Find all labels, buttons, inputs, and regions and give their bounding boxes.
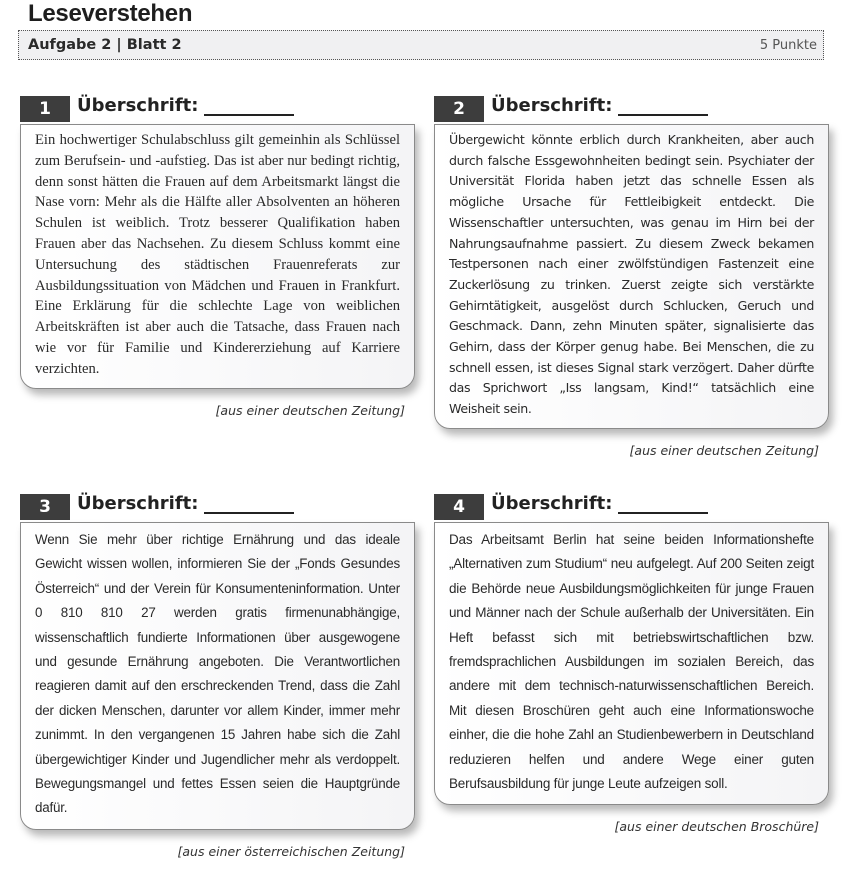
- heading-field[interactable]: [77, 493, 294, 514]
- text-section-4: [434, 490, 829, 834]
- section-header: [20, 92, 415, 122]
- section-header: [434, 490, 829, 520]
- heading-blank-line[interactable]: [618, 494, 708, 514]
- section-number: 4: [434, 494, 484, 520]
- heading-blank-line[interactable]: [204, 96, 294, 116]
- section-number: 1: [20, 96, 70, 122]
- text-section-2: [434, 92, 829, 458]
- text-box: [20, 124, 415, 389]
- text-body: Übergewicht könnte erblich durch Krankheiten, aber auch durch falsche Essgewohnheiten bedingt sein. Psychiater der Universität Florida haben jetzt das schnelle Essen als mögliche Ursache für Fettleibigkeit entdeckt. Die Wissenschaftler untersuchten, was genau im Hirn bei der Nahrungsaufnahme passiert. Zu diesem Zweck bekamen Testpersonen nach einer zwölfstündigen Fastenzeit eine Zuckerlösung zu trinken. Zuerst zeigte sich verstärkte Gehirntätigkeit, ausgelöst durch Schlucken, Geruch und Geschmack. Dann, zehn Minuten später, signalisierte das Gehirn, dass der Körper genug habe. Bei Menschen, die zu schnell essen, ist dieses Signal stark verzögert. Daher dürfte das Sprichwort „Iss langsam, Kind!“ tatsächlich eine Weisheit sein.: [449, 132, 814, 417]
- section-header: [434, 92, 829, 122]
- section-number: 2: [434, 96, 484, 122]
- heading-label: Überschrift:: [491, 493, 613, 514]
- text-section-3: [20, 490, 415, 859]
- text-body: Das Arbeitsamt Berlin hat seine beiden Informationshefte „Alternativen zum Studium“ neu aufgelegt. Auf 200 Seiten zeigt die Behörde neue Ausbildungsmöglichkeiten für junge Frauen und Männer nach der Schule außerhalb der Universitäten. Ein Heft befasst sich mit betriebswirtschaftlichen bzw. fremdsprachlichen Ausbildungen im sozialen Bereich, das andere mit dem technisch-naturwissenschaftlichen Bereich. Mit diesen Broschüren geht auch eine Informationswoche einher, die die hohe Zahl an Studienbewerbern in Deutschland reduzieren helfen und andere Wege einer guten Berufsausbildung für junge Leute aufzeigen soll.: [449, 532, 814, 792]
- text-body: Wenn Sie mehr über richtige Ernährung und das ideale Gewicht wissen wollen, informieren Sie der „Fonds Gesundes Österreich“ und der Verein für Konsumenteninformation. Unter 0 810 810 27 werden gratis firmenunabhängige, wissenschaftlich fundierte Informationen über ausgewogene und gesunde Ernährung angeboten. Die Verantwortlichen reagieren damit auf den erschreckenden Trend, dass die Zahl der dicken Menschen, darunter vor allem Kinder, immer mehr zunimmt. In den vergangenen 15 Jahren habe sich die Zahl übergewichtiger Kinder und Jugendlicher mehr als verdoppelt. Bewegungsmangel und fettes Essen seien die Hauptgründe dafür.: [35, 532, 400, 816]
- text-box: [20, 522, 415, 830]
- heading-label: Überschrift:: [491, 95, 613, 116]
- text-section-1: [20, 92, 415, 418]
- heading-field[interactable]: [491, 95, 708, 116]
- heading-field[interactable]: [77, 95, 294, 116]
- source-label: [aus einer deutschen Zeitung]: [629, 442, 819, 458]
- task-label: Aufgabe 2 | Blatt 2: [28, 37, 182, 53]
- page-title: Leseverstehen: [28, 0, 193, 27]
- heading-blank-line[interactable]: [618, 96, 708, 116]
- text-box: [434, 522, 829, 805]
- heading-label: Überschrift:: [77, 95, 199, 116]
- text-body: Ein hochwertiger Schulabschluss gilt gemeinhin als Schlüssel zum Berufsein- und -aufstieg. Das ist aber nur bedingt richtig, denn sonst hätten die Frauen auf dem Arbeitsmarkt längst die Nase vorn: Mehr als die Hälfte aller Absolventen an höheren Schulen ist weiblich. Trotz besserer Qualifikation haben Frauen aber das Nachsehen. Zu diesem Schluss kommt eine Untersuchung des städtischen Frauenreferats zur Ausbildungssituation von Mädchen und Frauen in Frankfurt. Eine Erklärung für die schlechte Lage von weiblichen Arbeitskräften ist aber auch die Tatsache, dass Frauen nach wie vor für Familie und Kindererziehung auf Karriere verzichten.: [35, 132, 400, 377]
- task-bar: [18, 30, 824, 60]
- source-label: [aus einer österreichischen Zeitung]: [177, 843, 405, 859]
- heading-blank-line[interactable]: [204, 494, 294, 514]
- section-number: 3: [20, 494, 70, 520]
- heading-label: Überschrift:: [77, 493, 199, 514]
- source-label: [aus einer deutschen Broschüre]: [614, 819, 819, 835]
- text-box: [434, 124, 829, 429]
- points-label: 5 Punkte: [759, 38, 817, 53]
- heading-field[interactable]: [491, 493, 708, 514]
- section-header: [20, 490, 415, 520]
- source-label: [aus einer deutschen Zeitung]: [215, 402, 405, 418]
